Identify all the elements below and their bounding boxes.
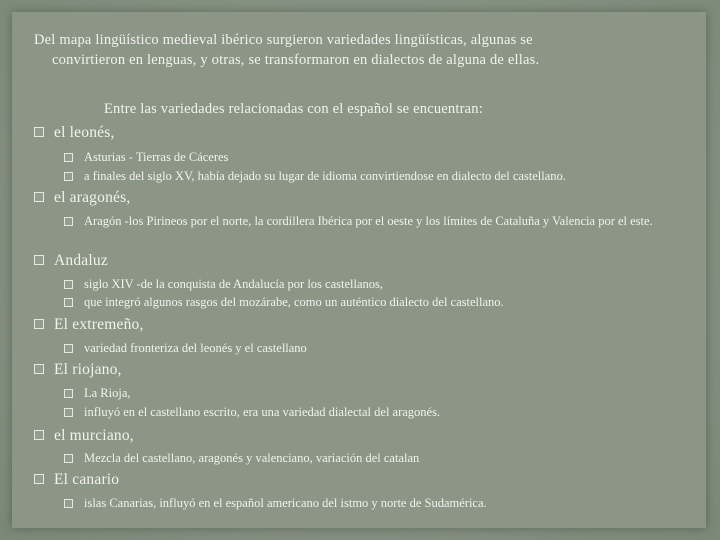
list-item [64, 276, 684, 292]
category-title: el murciano, [54, 427, 134, 444]
bullet-icon [64, 408, 73, 417]
category-title: El riojano, [54, 361, 122, 378]
list-item-text: a finales del siglo XV, había dejado su lugar de idioma convirtiendose en dialecto del castellano. [84, 169, 566, 183]
bullet-icon [34, 255, 44, 265]
list-item [64, 495, 684, 511]
bullet-icon [34, 474, 44, 484]
category-leones [34, 124, 115, 142]
list-item [64, 213, 684, 229]
bullet-icon [64, 344, 73, 353]
bullet-icon [64, 172, 73, 181]
list-item [64, 404, 684, 420]
category-murciano [34, 427, 134, 445]
category-andaluz [34, 252, 108, 270]
bullet-icon [34, 319, 44, 329]
bullet-icon [64, 499, 73, 508]
list-item-text: La Rioja, [84, 386, 131, 400]
list-item [64, 294, 684, 310]
bullet-icon [34, 364, 44, 374]
category-title: Andaluz [54, 252, 108, 269]
list-item-text: Aragón -los Pirineos por el norte, la cordillera Ibérica por el oeste y los límites de Cataluña y Valencia por el este. [84, 214, 653, 228]
intro-line-2: convirtieron en lenguas, y otras, se transformaron en dialectos de alguna de ellas. [52, 52, 540, 68]
bullet-icon [64, 280, 73, 289]
list-item-text: siglo XIV -de la conquista de Andalucía por los castellanos, [84, 277, 384, 291]
category-aragones [34, 189, 130, 207]
list-item-text: influyó en el castellano escrito, era una variedad dialectal del aragonés. [84, 405, 441, 419]
category-canario [34, 471, 119, 489]
bullet-icon [34, 430, 44, 440]
list-item-text: Asturias - Tierras de Cáceres [84, 150, 229, 164]
category-riojano [34, 361, 122, 379]
list-item-text: que integró algunos rasgos del mozárabe, como un auténtico dialecto del castellano. [84, 295, 504, 309]
bullet-icon [64, 454, 73, 463]
bullet-icon [34, 127, 44, 137]
bullet-icon [34, 192, 44, 202]
category-title: El canario [54, 471, 120, 488]
category-title: el leonés, [54, 124, 115, 141]
bullet-icon [64, 153, 73, 162]
list-item [64, 450, 684, 466]
list-item-text: islas Canarias, influyó en el español americano del istmo y norte de Sudamérica. [84, 496, 487, 510]
subtitle: Entre las variedades relacionadas con el español se encuentran: [104, 101, 483, 117]
bullet-icon [64, 298, 73, 307]
intro-paragraph [34, 30, 674, 70]
list-item [64, 340, 684, 356]
intro-line-1: Del mapa lingüístico medieval ibérico surgieron variedades lingüísticas, algunas se [34, 32, 533, 48]
category-title: El extremeño, [54, 316, 144, 333]
list-item [64, 168, 684, 184]
list-item-text: variedad fronteriza del leonés y el castellano [84, 341, 307, 355]
category-title: el aragonés, [54, 189, 131, 206]
list-item [64, 385, 684, 401]
category-extremeno [34, 316, 144, 334]
list-item-text: Mezcla del castellano, aragonés y valenciano, variación del catalan [84, 451, 420, 465]
bullet-icon [64, 217, 73, 226]
list-item [64, 149, 684, 165]
bullet-icon [64, 389, 73, 398]
